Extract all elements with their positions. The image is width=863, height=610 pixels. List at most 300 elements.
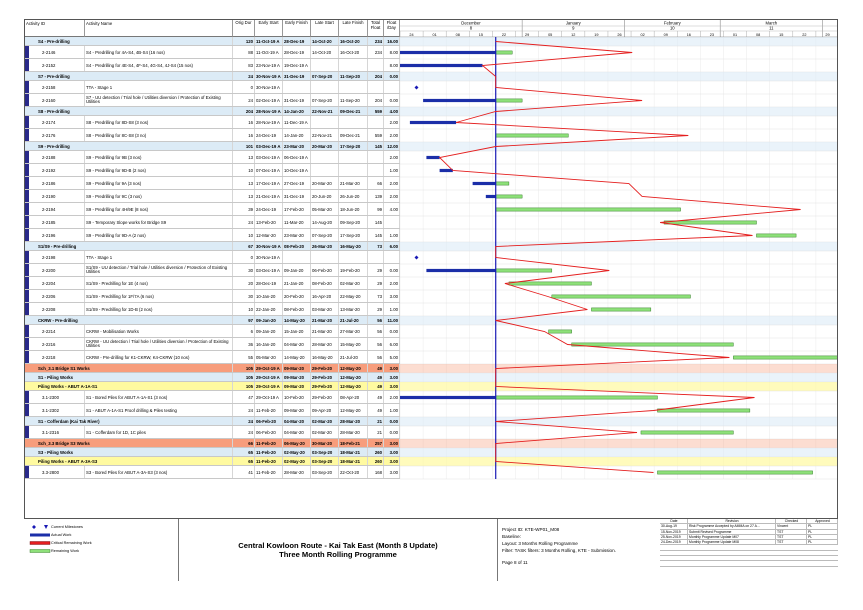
month-label: March [765,20,778,26]
group-band [400,373,838,382]
legend-milestones-label: Current Milestones [51,525,83,529]
remaining-work-bar [496,195,522,198]
cell-fd: 6.00 [384,242,400,250]
cell-lf: 12-May-20 [339,373,368,381]
cell-es: 29-Oct-19 A [255,364,283,372]
cell-ls: 14-Oct-20 [311,37,339,45]
activity-row[interactable] [25,251,400,264]
col-header-total-float[interactable]: Total Float [368,20,384,37]
activity-row[interactable] [25,190,400,203]
cell-es: 12-Mar-20 [255,229,283,241]
cell-tf: 56 [368,316,384,324]
cell-ef: 31-Dec-19 [283,190,311,202]
cell-tf [368,164,384,176]
cell-tf: 204 [368,72,384,80]
month-number-label: 10 [669,25,675,31]
project-info [502,526,616,566]
remaining-work-bar [509,282,592,285]
cell-name: S9 - Predrilling for 9A (3 nos) [85,177,233,189]
col-header-activity-id[interactable]: Activity ID [25,20,85,37]
cell-fd: 1.00 [384,229,400,241]
cell-fd: 4.00 [384,203,400,215]
group-band [400,37,838,46]
cell-ls: 22-Nov-21 [311,129,339,141]
cell-tf: 21 [368,417,384,425]
wbs-group-row[interactable] [25,457,400,466]
cell-fd: 8.00 [384,59,400,71]
filter-label: Filter: TASK filters: 3 Months Rolling, KTE - Submission. [502,548,616,553]
cell-ls [311,59,339,71]
actual-work-bar [410,121,456,124]
group-band [400,417,838,426]
cell-fd [384,81,400,93]
cell-ef: 02-May-20 [283,457,311,465]
revision-col-approved: Approved [807,519,838,523]
cell-fd: 1.00 [384,404,400,416]
cell-ls: 21-Mar-20 [311,316,339,324]
cell-dur: 105 [233,382,255,390]
cell-dur: 97 [233,316,255,324]
cell-id: 2-2196 [25,229,85,241]
wbs-group-row[interactable] [25,142,400,151]
cell-fd: 3.00 [384,439,400,447]
cell-id: 2-2190 [25,190,85,202]
cell-es: 30-Nov-19 A [255,72,283,80]
project-id: Project ID: KTE-WP01_M08 [502,527,560,532]
col-header-late-finish[interactable]: Late Finish [339,20,368,37]
wbs-group-row[interactable] [25,439,400,448]
actual-work-bar [440,169,453,172]
title-block [179,519,498,581]
cell-tf [368,116,384,128]
revision-col-checked: Checked [776,519,807,523]
cell-tf [368,59,384,71]
cell-ls: 07-Sep-20 [311,72,339,80]
remaining-work-bar [496,396,658,399]
cell-id: 2-2160 [25,94,85,106]
activity-row[interactable] [25,94,400,107]
cell-lf: 18-Mar-21 [339,457,368,465]
cell-id: 2-2185 [25,216,85,228]
cell-ef: 15-Jan-20 [283,325,311,337]
cell-ls: 29-Feb-20 [311,382,339,390]
cell-fd: 2.00 [384,277,400,289]
cell-lf [339,151,368,163]
week-label: 08 [756,32,761,37]
cell-dur: 88 [233,46,255,58]
cell-tf: 559 [368,107,384,115]
cell-ef: 17-Feb-20 [283,203,311,215]
cell-id: 3.1-2316 [25,426,85,438]
remaining-work-bar [496,269,552,272]
cell-dur: 101 [233,142,255,150]
cell-id: 2-2192 [25,164,85,176]
cell-fd: 2.00 [384,129,400,141]
cell-lf: 08-Apr-20 [339,391,368,403]
cell-tf: 257 [368,439,384,447]
group-band [400,107,838,116]
col-header-float-day[interactable]: Float /Day [384,20,400,37]
activity-row[interactable] [25,81,400,94]
week-label: 24 [409,32,414,37]
cell-dur: 10 [233,303,255,315]
cell-ls: 20-Mar-20 [311,177,339,189]
cell-lf: 12-May-20 [339,382,368,390]
cell-fd: 3.00 [384,373,400,381]
cell-es: 11-Feb-20 [255,404,283,416]
cell-es: 29-Oct-19 A [255,373,283,381]
cell-fd: 8.00 [384,46,400,58]
cell-fd: 16.00 [384,37,400,45]
col-header-orig-dur[interactable]: Orig Dur [233,20,255,37]
legend-milestones [29,524,83,530]
cell-ls: 03-Sep-20 [311,457,339,465]
cell-tf: 73 [368,290,384,302]
actual-work-bar [426,156,439,159]
cell-es: 23-Nov-19 A [255,59,283,71]
cell-dur: 16 [233,116,255,128]
remaining-work-bar [664,221,756,224]
cell-tf: 49 [368,382,384,390]
activity-row[interactable] [25,351,400,364]
remaining-work-bar [549,330,572,333]
legend-remaining-label: Remaining Work [51,549,79,553]
activity-row[interactable] [25,277,400,290]
cell-fd: 2.00 [384,151,400,163]
cell-name: S1/S9 - Predrilling for 1F/7A (6 nos) [85,290,233,302]
col-header-early-finish[interactable]: Early Finish [283,20,311,37]
cell-ls [311,81,339,93]
cell-lf: 28-Mar-20 [339,417,368,425]
revision-cell: Risk Programme Accepted by AMMA on 27 A... [688,524,776,528]
week-label: 22 [501,32,507,37]
legend-critical-label: Critical Remaining Work [51,541,92,545]
cell-id: S1 - Cofferdam (Kai Tak River) [25,417,233,425]
cell-dur: 83 [233,59,255,71]
revision-cell: Monthly Programme Update M07 [688,535,776,539]
cell-fd: 2.00 [384,177,400,189]
cell-name: S9 - Predrilling for 9B (3 nos) [85,151,233,163]
wbs-group-row[interactable] [25,364,400,373]
cell-ls [311,116,339,128]
cell-ls: 03-Sep-20 [311,466,339,478]
cell-name: S4 - Predrilling for 4E-S4, 4F-S4, 4G-S4, 4J-S4 (15 nos) [85,59,233,71]
week-label: 23 [709,32,715,37]
activity-row[interactable] [25,264,400,277]
cell-name: S4 - Predrilling for 4A-S4, 4B-S4 (16 nos) [85,46,233,58]
month-number-label: 11 [769,25,774,31]
cell-id: 2-2208 [25,303,85,315]
revision-rows [660,524,838,566]
cell-es: 11-Feb-20 [255,457,283,465]
wbs-group-row[interactable] [25,316,400,325]
cell-name: S9 - Predrilling for 4H/9E (8 nos) [85,203,233,215]
cell-id: 2-2218 [25,351,85,363]
cell-dur: 24 [233,94,255,106]
activity-row[interactable] [25,229,400,242]
cell-lf: 15-May-20 [339,338,368,350]
cell-ef: 21-Jan-20 [283,277,311,289]
wbs-group-row[interactable] [25,382,400,391]
cell-es: 07-Dec-19 A [255,164,283,176]
cell-tf: 260 [368,457,384,465]
wbs-group-row[interactable] [25,37,400,46]
week-label: 01 [432,32,437,37]
cell-es: 22-Jan-20 [255,303,283,315]
col-header-late-start[interactable]: Late Start [311,20,339,37]
activity-row[interactable] [25,290,400,303]
revision-cell: PL [807,524,838,528]
cell-ls: 29-Feb-20 [311,391,339,403]
cell-fd: 2.00 [384,190,400,202]
cell-es: 02-Dec-19 A [255,94,283,106]
cell-es: 09-Jan-20 [255,316,283,324]
cell-id: 2-2152 [25,59,85,71]
cell-es: 28-Nov-19 A [255,107,283,115]
cell-ls [311,164,339,176]
activity-row[interactable] [25,203,400,216]
cell-es: 30-Nov-19 A [255,81,283,93]
cell-name: S8 - Predrilling for 8D-S8 (3 nos) [85,116,233,128]
revision-cell: Submit Revised Programme [688,530,776,534]
cell-ef: 09-Mar-20 [283,382,311,390]
wbs-group-row[interactable] [25,448,400,457]
cell-id: 2-2188 [25,151,85,163]
cell-es: 05-Mar-20 [255,351,283,363]
cell-fd: 0.00 [384,417,400,425]
month-label: February [663,20,681,26]
remaining-work-bar [591,308,650,311]
legend-remaining [29,548,79,554]
cell-name: S3 - Bored Piles for ABUT A-3A-S3 (3 nos) [85,466,233,478]
critical-work-swatch-icon [29,540,51,546]
cell-ef: 06-Dec-19 A [283,151,311,163]
activity-row[interactable] [25,426,400,439]
remaining-work-bar [657,409,749,412]
revision-cell: PL [807,535,838,539]
cell-fd: 3.00 [384,364,400,372]
cell-ef: 19-Dec-19 A [283,59,311,71]
cell-ef: 09-Mar-20 [283,364,311,372]
cell-es: 30-Nov-19 A [255,242,283,250]
week-label: 08 [455,32,460,37]
cell-dur: 13 [233,177,255,189]
cell-tf: 234 [368,46,384,58]
cell-fd: 6.00 [384,338,400,350]
cell-fd: 5.00 [384,351,400,363]
cell-es: 28-Dec-19 [255,277,283,289]
cell-dur: 24 [233,417,255,425]
cell-ls: 16-Apr-20 [311,290,339,302]
cell-es: 09-Jan-20 [255,325,283,337]
cell-id: S3 - Piling Works [25,448,233,456]
week-label: 09 [663,32,668,37]
activity-row[interactable] [25,59,400,72]
cell-dur: 67 [233,242,255,250]
cell-lf: 09-Sep-20 [339,216,368,228]
cell-ef: 10-Feb-20 [283,391,311,403]
cell-ls: 29-Feb-20 [311,373,339,381]
cell-tf: 99 [368,203,384,215]
baseline-label: Baseline: [502,534,521,539]
cell-id: 2-2186 [25,177,85,189]
cell-ef: 23-Mar-20 [283,142,311,150]
cell-fd: 2.00 [384,391,400,403]
cell-id: 2-2194 [25,203,85,215]
remaining-work-bar [496,134,569,137]
activity-row[interactable] [25,216,400,229]
wbs-group-row[interactable] [25,373,400,382]
activity-row[interactable] [25,129,400,142]
cell-name: TTA - Stage 1 [85,81,233,93]
milestone-marker [415,86,419,90]
cell-tf: 66 [368,177,384,189]
cell-es: 28-Nov-19 A [255,116,283,128]
cell-fd: 3.00 [384,290,400,302]
cell-id: Piling Works - ABUT A-3A-S3 [25,457,233,465]
activity-row[interactable] [25,391,400,404]
cell-name: TTA - Stage 1 [85,251,233,263]
cell-tf [368,251,384,263]
cell-dur: 39 [233,203,255,215]
cell-id: CKRW - Pre-drilling [25,316,233,324]
group-band [400,142,838,151]
cell-dur: 24 [233,72,255,80]
week-label: 05 [548,32,553,37]
cell-fd: 0.00 [384,264,400,276]
revision-cell: Vincent [776,524,807,528]
remaining-work-bar [496,208,681,211]
cell-es: 16-Jan-20 [255,338,283,350]
cell-name: CKRW - Pre-drilling for K1-CKRW, K4-CKRW (10 nos) [85,351,233,363]
report-subtitle: Three Month Rolling Programme [279,550,397,559]
cell-ls: 22-Nov-21 [311,107,339,115]
cell-es: 30-Nov-19 A [255,251,283,263]
milestone-marker [415,256,419,260]
revision-col-date: Date [660,519,688,523]
remaining-work-bar [552,295,691,298]
cell-ls: 06-Feb-20 [311,264,339,276]
activity-row[interactable] [25,164,400,177]
activity-row[interactable] [25,303,400,316]
cell-ef: 02-May-20 [283,448,311,456]
revision-table [660,519,838,565]
revision-row-empty [660,561,838,566]
cell-es: 24-Dec-19 [255,203,283,215]
legend-actual [29,532,71,538]
activity-row[interactable] [25,338,400,351]
cell-tf: 168 [368,466,384,478]
layout-label: Layout: 3 Months Rolling Programme [502,541,578,546]
cell-ls: 03-Mar-20 [311,303,339,315]
cell-fd: 3.00 [384,457,400,465]
cell-id: 2-2214 [25,325,85,337]
cell-ls: 14-Aug-20 [311,216,339,228]
cell-dur: 105 [233,364,255,372]
cell-dur: 120 [233,37,255,45]
wbs-group-row[interactable] [25,107,400,116]
revision-cell: 24-Dec-2019 [660,540,688,544]
cell-fd: 0.00 [384,72,400,80]
activity-row[interactable] [25,466,400,479]
cell-tf: 204 [368,94,384,106]
col-header-activity-name[interactable]: Activity Name [85,20,233,37]
month-label: December [461,20,481,26]
remaining-work-bar [657,471,812,474]
wbs-group-row[interactable] [25,72,400,81]
cell-id: Piling Works - ABUT A-1A-S1 [25,382,233,390]
cell-ef: 31-Dec-19 [283,72,311,80]
cell-ef [283,251,311,263]
actual-work-bar [423,99,496,102]
cell-ef: 09-Jan-20 [283,264,311,276]
cell-ef: 27-Dec-19 [283,177,311,189]
cell-dur: 47 [233,391,255,403]
cell-lf [339,251,368,263]
cell-name: S9 - Predrilling for 9D-B (2 nos) [85,164,233,176]
cell-ef: 09-Mar-20 [283,373,311,381]
activity-row[interactable] [25,325,400,338]
wbs-group-row[interactable] [25,417,400,426]
actual-work-bar [400,64,483,67]
col-header-early-start[interactable]: Early Start [255,20,283,37]
activity-row[interactable] [25,116,400,129]
cell-name: S9 - Temporary Slope works for Bridge S9 [85,216,233,228]
cell-dur: 6 [233,325,255,337]
actual-work-bar [426,269,495,272]
cell-lf: 18-Feb-21 [339,439,368,447]
cell-ls: 29-Feb-20 [311,364,339,372]
cell-id: 2-2216 [25,338,85,350]
cell-id: S1/S9 - Pre-drilling [25,242,233,250]
remaining-work-bar [756,234,796,237]
cell-ef: 11-Mar-20 [283,216,311,228]
cell-lf [339,81,368,93]
cell-dur: 204 [233,107,255,115]
cell-ef: 08-Feb-20 [283,303,311,315]
cell-fd: 1.00 [384,303,400,315]
cell-es: 06-Feb-20 [255,426,283,438]
cell-name: CKRW - Mobilisation Works [85,325,233,337]
cell-dur: 105 [233,373,255,381]
cell-lf: 16-May-20 [339,242,368,250]
cell-ls: 07-Sep-20 [311,229,339,241]
cell-fd: 11.00 [384,316,400,324]
cell-ef: 28-Dec-19 [283,37,311,45]
cell-tf [368,151,384,163]
activity-row[interactable] [25,151,400,164]
group-band [400,439,838,448]
activity-row[interactable] [25,46,400,59]
cell-name: S9 - Predrilling for 9D-A (2 nos) [85,229,233,241]
cell-tf: 49 [368,373,384,381]
cell-name: S1/S9 - UU detection / Trial hole / Utilities diversion / Protection of Existing Utilities [85,264,233,276]
cell-id: 2-2176 [25,129,85,141]
wbs-group-row[interactable] [25,242,400,251]
activity-row[interactable] [25,177,400,190]
cell-ef: 08-Feb-20 [283,242,311,250]
activity-row[interactable] [25,404,400,417]
month-number-label: 9 [572,25,575,31]
cell-ls: 21-Mar-20 [311,325,339,337]
month-number-label: 8 [469,25,473,31]
cell-dur: 10 [233,164,255,176]
cell-lf: 18-Jun-20 [339,203,368,215]
cell-es: 29-Oct-19 A [255,382,283,390]
cell-dur: 16 [233,129,255,141]
cell-dur: 24 [233,216,255,228]
week-label: 16 [686,32,691,37]
